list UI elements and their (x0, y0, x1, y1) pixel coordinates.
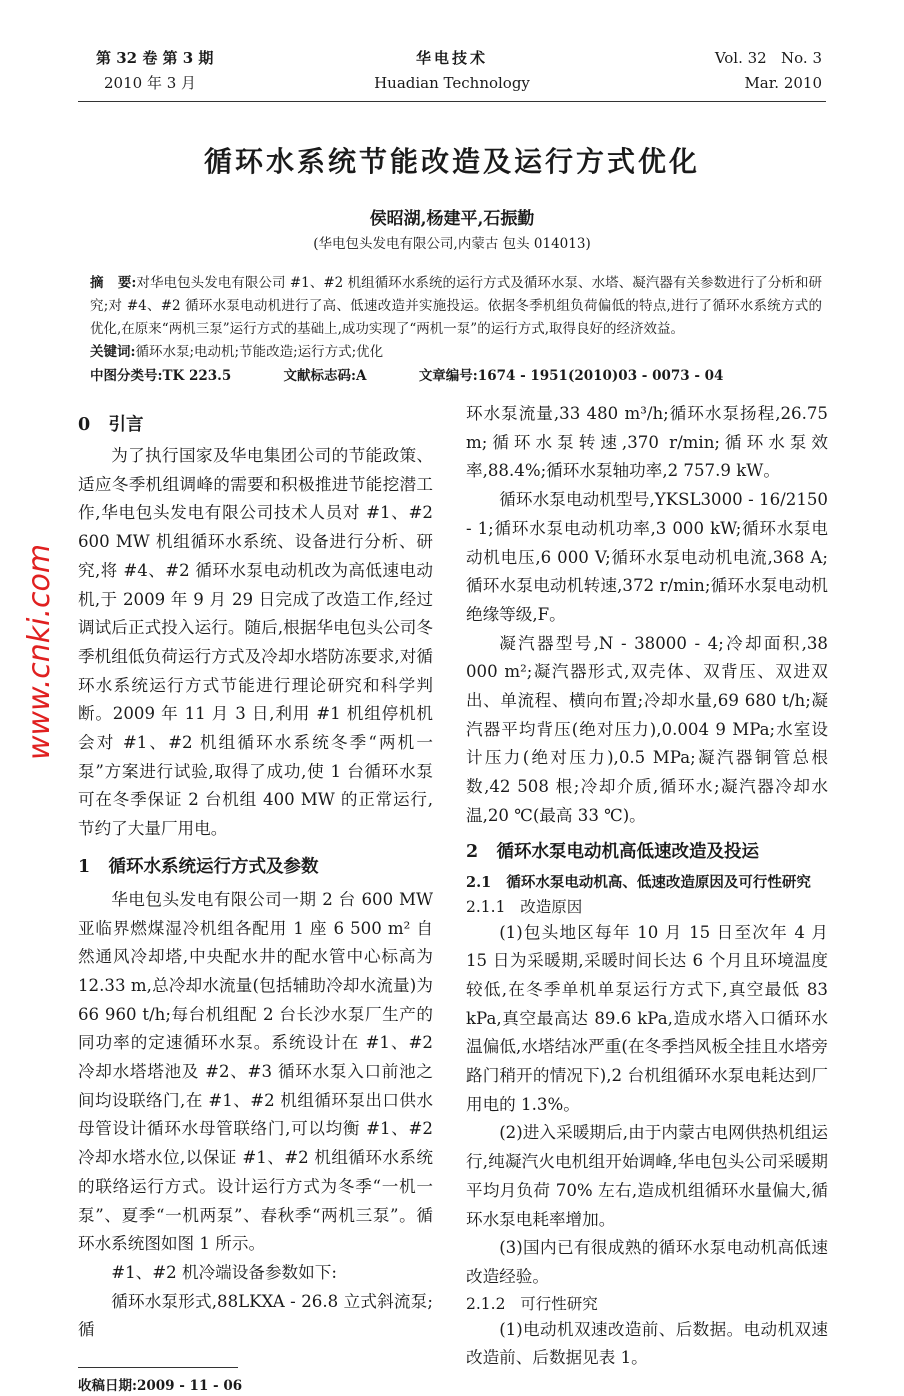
issue-date-en: Mar. 2010 (744, 74, 822, 92)
clc-value: TK 223.5 (162, 368, 232, 384)
section-0-heading: 0 引言 (78, 415, 144, 435)
abstract-label: 摘 要: (90, 275, 137, 291)
clc-field (90, 368, 231, 384)
affiliation: (华电包头发电有限公司,内蒙古 包头 014013) (313, 236, 591, 252)
section-1-paragraph: 循环水泵形式,88LKXA - 26.8 立式斜流泵;循 (78, 1291, 433, 1340)
journal-name-cn: 华电技术 (415, 49, 488, 67)
paragraph: (1)电动机双速改造前、后数据。电动机双速改造前、后数据见表 1。 (466, 1319, 828, 1368)
issue-date: 2010 年 3 月 (104, 74, 197, 92)
section-0-paragraph: 为了执行国家及华电集团公司的节能政策、适应冬季机组调峰的需要和积极推进节能挖潜工作,华电包头发电有限公司技术人员对 #1、#2 600 MW 机组循环水系统、设备进行分析、研究,将 #4、#2 循环水泵电动机改为高低速电动机,于 2009 年 9 月 29 日完成了改造工作,经过调试后正式投入运行。随后,根据华电包头公司冬季机组低负荷运行方式及冷却水塔防冻要求,对循环水系统运行方式节能进行理论研究和科学判断。2009 年 11 月 3 日,利用 #1 机组停机机会对 #1、#2 机组循环水系统冬季“两机一泵”方案进行试验,取得了成功,使 1 台循环水泵可在冬季保证 2 台机组 400 MW 的正常运行,节约了大量厂用电。 (78, 446, 433, 839)
section-2-1-1-heading: 2.1.1 改造原因 (466, 897, 583, 916)
section-2-1-heading: 2.1 循环水泵电动机高、低速改造原因及可行性研究 (466, 873, 811, 891)
article-no-field (419, 368, 724, 384)
paragraph: (2)进入采暖期后,由于内蒙古电网供热机组运行,纯凝汽火电机组开始调峰,华电包头公司采暖期平均月负荷 70% 左右,造成机组循环水量偏大,循环水泵电耗率增加。 (466, 1123, 828, 1229)
clc-label: 中图分类号: (90, 368, 163, 384)
running-header-center (300, 46, 604, 96)
two-column-body (78, 400, 828, 1396)
abstract-text: 对华电包头发电有限公司 #1、#2 机组循环水系统的运行方式及循环水泵、水塔、凝汽器有关参数进行了分析和研究;对 #4、#2 循环水泵电动机进行了高、低速改造并实施投运。依据冬季机组负荷偏低的特点,进行了循环水系统方式的优化,在原来“两机三泵”运行方式的基础上,成功实现了“两机一泵”的运行方式,取得良好的经济效益。 (90, 275, 822, 337)
paper-title: 循环水系统节能改造及运行方式优化 (203, 145, 700, 178)
paragraph: 凝汽器型号,N - 38000 - 4;冷却面积,38 000 m²;凝汽器形式,双壳体、双背压、双进双出、单流程、横向布置;冷却水量,69 680 t/h;凝汽器平均背压(绝对压力),0.004 9 MPa;水室设计压力(绝对压力),0.5 MPa;凝汽器铜管总根数,42 508 根;冷却介质,循环水;凝汽器冷却水温,20 ℃(最高 33 ℃)。 (466, 633, 828, 825)
paragraph: (3)国内已有很成熟的循环水泵电动机高低速改造经验。 (466, 1238, 828, 1286)
article-body (78, 272, 828, 1396)
doc-code-label: 文献标志码: (283, 368, 357, 384)
doc-code-value: A (356, 368, 367, 384)
article-no-value: 1674 - 1951(2010)03 - 0073 - 04 (477, 368, 724, 384)
paragraph: (1)包头地区每年 10 月 15 日至次年 4 月 15 日为采暖期,采暖时间长达 6 个月且环境温度较低,在冬季单机单泵运行方式下,真空最低 83 kPa,真空最高达 89.6 kPa,造成水塔入口循环水温偏低,水塔结冰严重(在冬季挡风板全挂且水塔旁路门稍开的情况下),2 台机组循环水泵电耗达到厂用电的 1.3%。 (466, 922, 828, 1114)
keywords: 循环水泵;电动机;节能改造;运行方式;优化 (135, 344, 384, 360)
watermark: www.cnki.com (22, 543, 57, 760)
header-rule (78, 101, 826, 102)
doc-code-field (284, 368, 367, 384)
section-1-heading: 1 循环水系统运行方式及参数 (78, 856, 319, 877)
running-header-left (96, 46, 213, 96)
right-column (466, 400, 828, 1396)
volume-issue: 第 32 卷 第 3 期 (96, 49, 214, 67)
left-column (78, 400, 433, 1396)
classification-info (90, 366, 822, 386)
paragraph: 循环水泵电动机型号,YKSL3000 - 16/2150 - 1;循环水泵电动机功率,3 000 kW;循环水泵电动机电压,6 000 V;循环水泵电动机电流,368 A;循环水泵电动机转速,372 r/min;循环水泵电动机绝缘等级,F。 (466, 490, 828, 624)
received-date: 收稿日期:2009 - 11 - 06 (78, 1378, 243, 1395)
section-2-heading: 2 循环水泵电动机高低速改造及投运 (466, 841, 759, 862)
authors: 侯昭湖,杨建平,石振勤 (369, 209, 535, 229)
running-header-right (715, 46, 822, 96)
journal-name-en: Huadian Technology (374, 74, 530, 92)
section-1-paragraph: #1、#2 机冷端设备参数如下: (111, 1262, 337, 1282)
paragraph: 环水泵流量,33 480 m³/h;循环水泵扬程,26.75 m;循环水泵转速,370 r/min;循环水泵效率,88.4%;循环水泵轴功率,2 757.9 kW。 (466, 404, 828, 481)
keywords-label: 关键词: (90, 344, 136, 360)
footnote-rule (78, 1367, 238, 1368)
abstract (90, 272, 822, 364)
article-no-label: 文章编号: (418, 368, 478, 384)
section-1-paragraph: 华电包头发电有限公司一期 2 台 600 MW 亚临界燃煤湿冷机组各配用 1 座 6 500 m² 自然通风冷却塔,中央配水井的配水管中心标高为 12.33 m,总冷却水流量(包括辅助冷却水流量)为 66 960 t/h;每台机组配 2 台长沙水泵厂生产的同功率的定速循环水泵。系统设计在 #1、#2 冷却水塔塔池及 #2、#3 循环水泵入口前池之间均设联络门,在 #1、#2 机组循环泵出口供水母管设计循环水母管联络门,可以均衡 #1、#2 冷却水塔水位,以保证 #1、#2 机组循环水系统的联络运行方式。设计运行方式为冬季“一机一泵”、夏季“一机两泵”、春秋季“两机三泵”。循环水系统图如图 1 所示。 (78, 889, 433, 1254)
section-2-1-2-heading: 2.1.2 可行性研究 (466, 1294, 598, 1313)
volume-issue-en: Vol. 32 No. 3 (714, 49, 822, 67)
